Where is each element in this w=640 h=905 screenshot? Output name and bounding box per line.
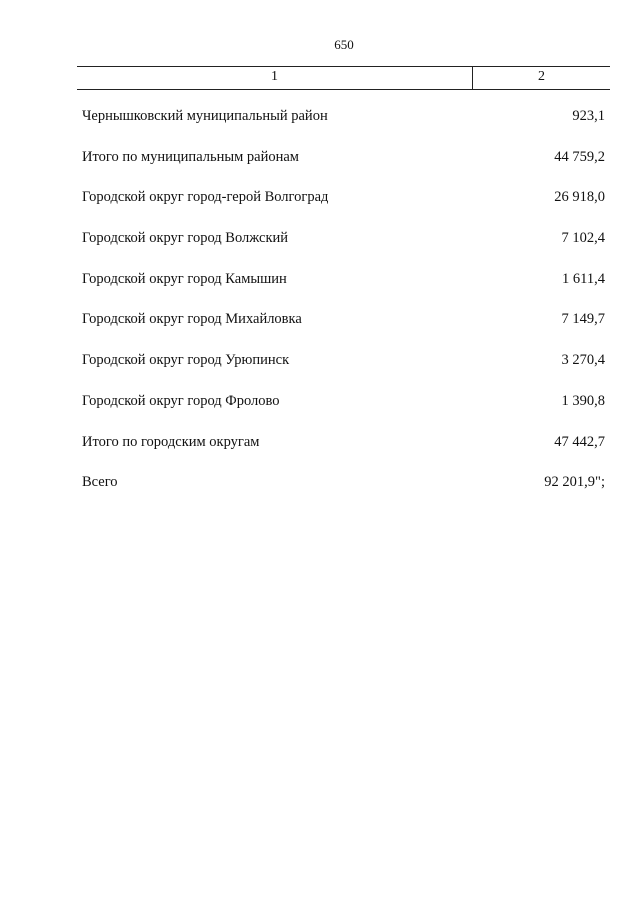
row-name: Городской округ город-герой Волгоград (82, 189, 329, 206)
row-value: 47 442,7 (554, 433, 605, 450)
table-row (82, 474, 605, 515)
row-value: 7 102,4 (561, 230, 605, 247)
page-number: 650 (334, 37, 354, 52)
row-value: 3 270,4 (561, 352, 605, 369)
row-name: Городской округ город Волжский (82, 230, 289, 247)
column-header-2: 2 (538, 69, 545, 84)
table-row (82, 108, 605, 149)
row-value: 1 611,4 (562, 270, 605, 287)
row-value: 1 390,8 (561, 392, 605, 409)
table-row (82, 189, 605, 230)
row-name: Городской округ город Урюпинск (82, 352, 290, 369)
row-name: Всего (82, 474, 118, 491)
table-row (82, 230, 605, 271)
row-value: 44 759,2 (554, 148, 605, 165)
table-row (82, 311, 605, 352)
row-value: 7 149,7 (561, 311, 605, 328)
table-row (82, 271, 605, 312)
row-name: Чернышковский муниципальный район (82, 108, 328, 124)
column-header-1: 1 (271, 69, 278, 84)
table-row (82, 393, 605, 434)
table-row (82, 434, 605, 475)
row-value: 26 918,0 (554, 189, 605, 206)
table-header (77, 66, 610, 90)
row-name: Итого по муниципальным районам (82, 148, 299, 165)
row-name: Городской округ город Камышин (82, 270, 287, 287)
table-row (82, 149, 605, 190)
table-body (82, 108, 605, 515)
row-value: 92 201,9"; (544, 474, 605, 491)
table-row (82, 352, 605, 393)
row-name: Итого по городским округам (82, 433, 260, 450)
row-value: 923,1 (572, 108, 605, 124)
row-name: Городской округ город Фролово (82, 392, 280, 409)
row-name: Городской округ город Михайловка (82, 311, 302, 328)
